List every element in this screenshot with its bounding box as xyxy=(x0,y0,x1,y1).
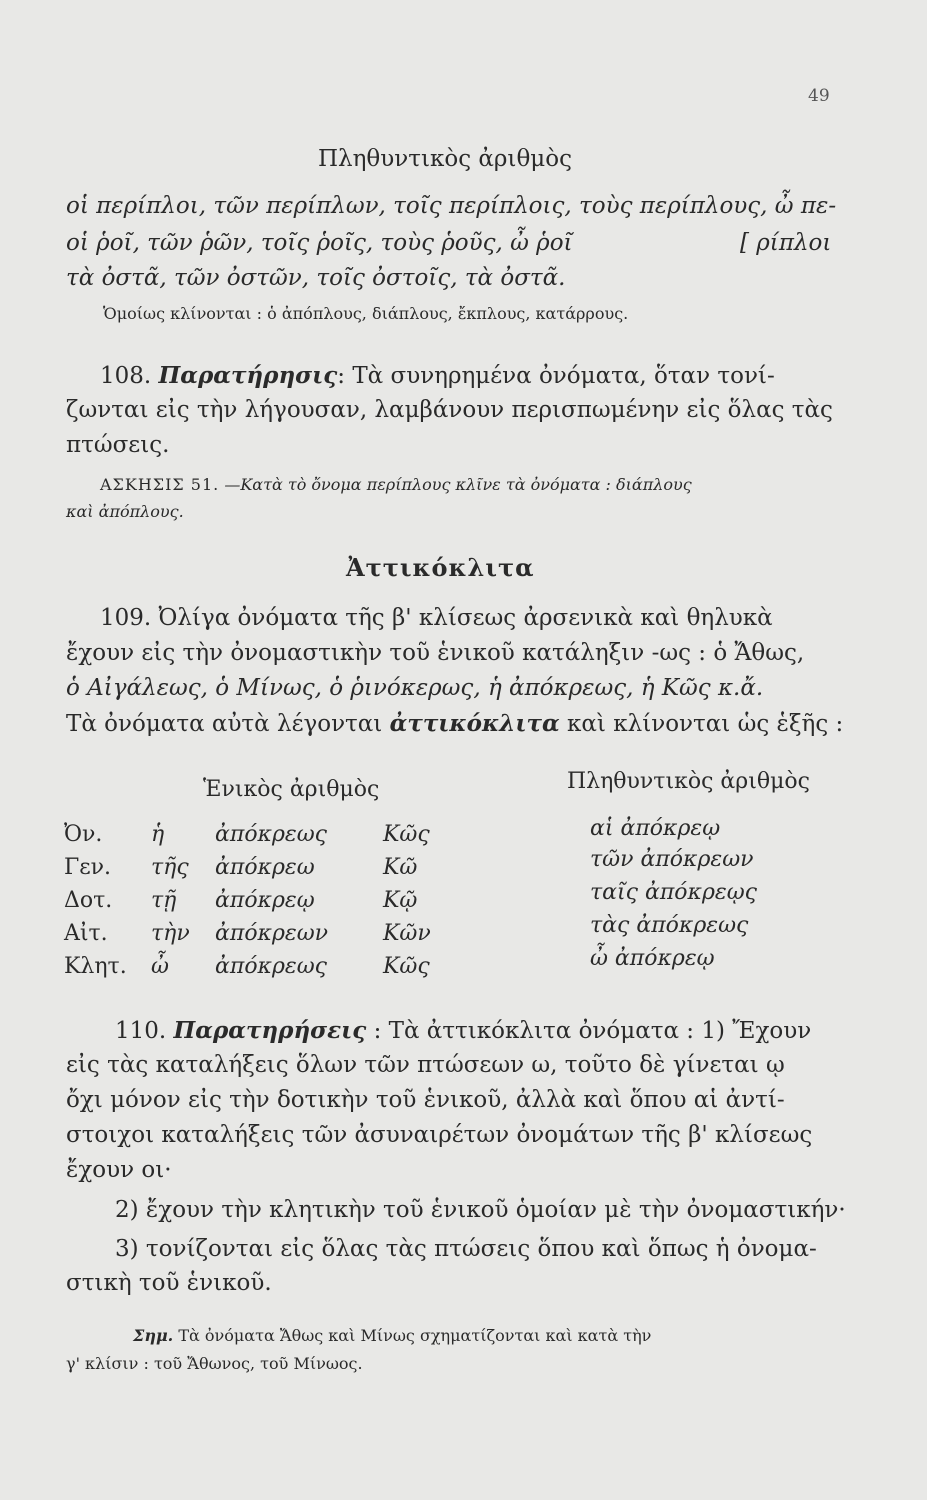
p108-line-1: : Τὰ συνηρημένα ὀνόματα, ὅταν τονί- xyxy=(337,363,775,389)
p108-line-2: ζωνται εἰς τὴν λήγουσαν, λαμβάνουν περισπωμένην εἰς ὅλας τὰς xyxy=(66,397,833,423)
p110-line-1: : Τὰ ἀττικόκλιτα ὀνόματα : 1) Ἔχουν xyxy=(373,1018,812,1044)
note-label: Σημ. xyxy=(133,1326,174,1345)
note-line-1: Τὰ ὀνόματα Ἄθως καὶ Μίνως σχηματίζονται καὶ κατὰ τὴν xyxy=(178,1326,652,1345)
table-row-form: ἀπόκρεῳ xyxy=(215,888,315,913)
p110-line-2: εἰς τὰς καταλήξεις ὅλων τῶν πτώσεων ω, τοῦτο δὲ γίνεται ῳ xyxy=(66,1052,785,1078)
table-row-form: ἀπόκρεως xyxy=(215,822,327,847)
p108-line-3: πτώσεις. xyxy=(66,432,170,458)
table-row-plural: ὦ ἀπόκρεῳ xyxy=(590,946,715,971)
p110-label: Παρατηρήσεις xyxy=(173,1017,367,1044)
table-plural-header: Πληθυντικὸς ἀριθμὸς xyxy=(567,769,810,794)
p109-line-4c: καὶ κλίνονται ὡς ἑξῆς : xyxy=(567,711,844,737)
p108-first-line xyxy=(100,362,775,389)
table-row-case: Αἰτ. xyxy=(64,921,108,946)
table-row-case: Δοτ. xyxy=(64,888,113,913)
plural-line-3: τὰ ὀστᾶ, τῶν ὀστῶν, τοῖς ὀστοῖς, τὰ ὀστᾶ. xyxy=(66,265,566,291)
note-first-line xyxy=(133,1326,651,1345)
exercise-first-line xyxy=(100,475,692,494)
p110-line-7: 3) τονίζονται εἰς ὅλας τὰς πτώσεις ὅπου καὶ ὅπως ἡ ὀνομα- xyxy=(115,1236,817,1262)
p110-line-5: ἔχουν οι· xyxy=(66,1157,172,1183)
page-number: 49 xyxy=(808,86,830,106)
table-row-form: ἀπόκρεως xyxy=(215,954,327,979)
table-row-article: ὦ xyxy=(151,954,169,979)
table-row-plural: τῶν ἀπόκρεων xyxy=(590,847,754,872)
exercise-line-1: —Κατὰ τὸ ὄνομα περίπλους κλῖνε τὰ ὀνόματα : διάπλους xyxy=(224,475,692,494)
p109-line-4 xyxy=(66,710,843,737)
plural-heading: Πληθυντικὸς ἀριθμὸς xyxy=(318,146,572,172)
p109-line-1: 109. Ὀλίγα ὀνόματα τῆς β' κλίσεως ἀρσενικὰ καὶ θηλυκὰ xyxy=(100,605,773,631)
table-row-article: ἡ xyxy=(151,822,165,847)
table-row-kos: Κῶν xyxy=(383,921,431,946)
plural-line-1: οἱ περίπλοι, τῶν περίπλων, τοῖς περίπλοις, τοὺς περίπλους, ὦ πε- xyxy=(66,193,837,219)
table-row-case: Γεν. xyxy=(64,855,112,880)
table-row-case: Ὀν. xyxy=(64,822,103,847)
table-row-form: ἀπόκρεων xyxy=(215,921,329,946)
exercise-label: ΑΣΚΗΣΙΣ 51. xyxy=(100,475,220,494)
table-singular-header: Ἑνικὸς ἀριθμὸς xyxy=(203,777,380,802)
table-row-kos: Κῶ xyxy=(383,855,418,880)
similar-declension-line: Ὁμοίως κλίνονται : ὁ ἀπόπλους, διάπλους, ἔκπλους, κατάρρους. xyxy=(103,304,629,323)
table-row-article: τῇ xyxy=(151,888,177,913)
plural-margin-note: [ ρίπλοι xyxy=(740,230,832,256)
p109-line-4a: Τὰ ὀνόματα αὐτὰ λέγονται xyxy=(66,711,383,737)
p110-first-line xyxy=(115,1017,811,1044)
table-row-kos: Κῷ xyxy=(383,888,418,913)
p108-number: 108. xyxy=(100,363,152,389)
table-row-kos: Κῶς xyxy=(383,954,430,979)
p109-line-2: ἔχουν εἰς τὴν ὀνομαστικὴν τοῦ ἑνικοῦ κατάληξιν -ως : ὁ Ἄθως, xyxy=(66,640,805,666)
table-row-form: ἀπόκρεω xyxy=(215,855,315,880)
p108-label: Παρατήρησις xyxy=(158,362,338,389)
p109-attic-term: ἀττικόκλιτα xyxy=(389,710,560,737)
table-row-plural: ταῖς ἀπόκρεῳς xyxy=(590,880,757,905)
p110-number: 110. xyxy=(115,1018,167,1044)
table-row-plural: τὰς ἀπόκρεως xyxy=(590,913,749,938)
p110-line-4: στοιχοι καταλήξεις τῶν ἀσυναιρέτων ὀνομάτων τῆς β' κλίσεως xyxy=(66,1122,813,1148)
note-line-2: γ' κλίσιν : τοῦ Ἄθωνος, τοῦ Μίνωος. xyxy=(66,1354,363,1373)
plural-line-2: οἱ ῥοῖ, τῶν ῥῶν, τοῖς ῥοῖς, τοὺς ῥοῦς, ὦ ῥοῖ xyxy=(66,230,573,256)
p109-line-3: ὁ Αἰγάλεως, ὁ Μίνως, ὁ ῥινόκερως, ἡ ἀπόκρεως, ἡ Κῶς κ.ἄ. xyxy=(66,675,764,701)
exercise-line-2: καὶ ἀπόπλους. xyxy=(66,502,184,521)
table-row-article: τὴν xyxy=(151,921,190,946)
attic-heading: Ἀττικόκλιτα xyxy=(346,553,535,582)
table-row-article: τῆς xyxy=(151,855,189,880)
p110-line-6: 2) ἔχουν τὴν κλητικὴν τοῦ ἑνικοῦ ὁμοίαν μὲ τὴν ὀνομαστικήν· xyxy=(115,1197,846,1223)
table-row-plural: αἱ ἀπόκρεῳ xyxy=(590,816,721,841)
p110-line-8: στικὴ τοῦ ἑνικοῦ. xyxy=(66,1270,272,1296)
p110-line-3: ὄχι μόνον εἰς τὴν δοτικὴν τοῦ ἑνικοῦ, ἀλλὰ καὶ ὅπου αἱ ἀντί- xyxy=(66,1087,785,1113)
declension-table xyxy=(0,816,927,1002)
table-row-kos: Κῶς xyxy=(383,822,430,847)
table-row-case: Κλητ. xyxy=(64,954,127,979)
